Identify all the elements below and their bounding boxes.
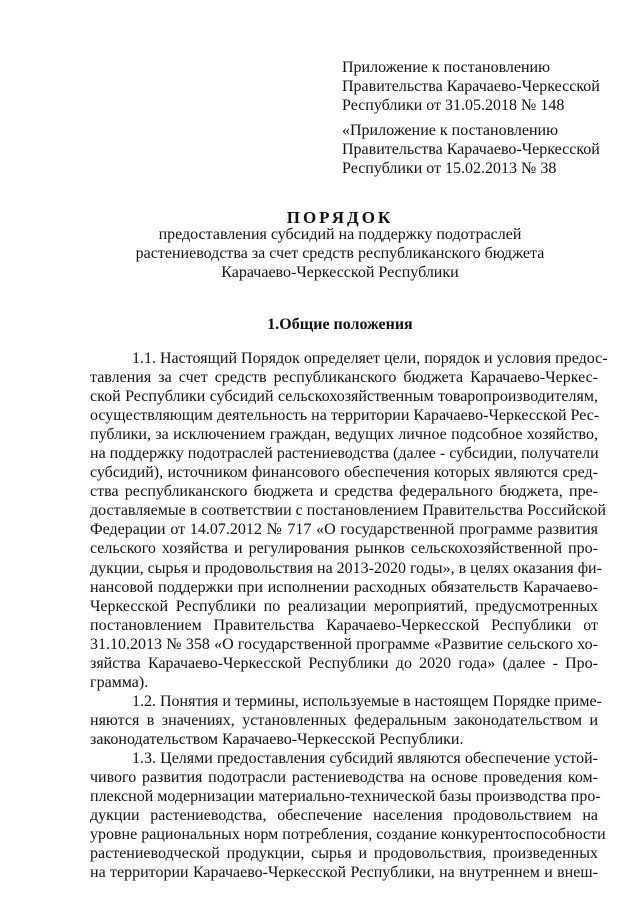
body-line: 1.2. Понятия и термины, используемые в настоящем Порядке приме- xyxy=(132,692,602,710)
appendix-current-line-3: Республики от 31.05.2018 № 148 xyxy=(342,97,565,114)
section-heading: 1.Общие положения xyxy=(267,316,413,333)
body-line: дукции растениеводства, обеспечение населения продовольствием на xyxy=(90,807,598,825)
body-line: 1.1. Настоящий Порядок определяет цели, порядок и условия предос- xyxy=(132,350,608,367)
body-line: уровне рациональных норм потребления, создание конкурентоспособности xyxy=(90,826,606,844)
document-body xyxy=(90,349,608,882)
body-line: плексной модернизации материально-технической базы производства про- xyxy=(90,788,601,806)
body-line: дукции, сырья и продовольствия на 2013-2020 годы», в целях оказания фи- xyxy=(90,559,602,577)
appendix-current xyxy=(342,58,632,115)
body-line: нансовой поддержки при исполнении расходных обязательств Карачаево- xyxy=(90,578,598,596)
body-line: законодательством Карачаево-Черкесской Республики. xyxy=(90,730,464,748)
body-line: на поддержку подотраслей растениеводства (далее - субсидии, получатели xyxy=(90,445,599,463)
body-line: 1.3. Целями предоставления субсидий являются обеспечение устой- xyxy=(132,749,598,767)
body-line: няются в значениях, установленных федеральным законодательством и xyxy=(90,711,598,729)
appendix-previous-line-2: Правительства Карачаево-Черкесской xyxy=(342,141,600,158)
appendix-current-line-2: Правительства Карачаево-Черкесской xyxy=(342,78,600,95)
body-line: Черкесской Республики по реализации мероприятий, предусмотренных xyxy=(90,597,598,615)
body-line: публики, за исключением граждан, ведущих личное подсобное хозяйство, xyxy=(90,426,598,444)
body-line: доставляемые в соответствии с постановлением Правительства Российской xyxy=(90,502,606,520)
body-line: ской Республики субсидий сельскохозяйственным товаропроизводителям, xyxy=(90,388,598,406)
appendix-previous xyxy=(342,121,632,178)
subtitle-line-3: Карачаево-Черкесской Республики xyxy=(221,264,459,281)
body-line: сельского хозяйства и регулирования рынков сельскохозяйственной про- xyxy=(90,540,598,558)
body-line: субсидий), источником финансового обеспечения которых являются сред- xyxy=(90,464,598,482)
subtitle-line-1: предоставления субсидий на поддержку подотраслей xyxy=(158,226,522,243)
appendix-previous-line-3: Республики от 15.02.2013 № 38 xyxy=(342,160,557,177)
body-line: зяйства Карачаево-Черкесской Республики до 2020 года» (далее - Про- xyxy=(90,654,598,672)
body-line: 31.10.2013 № 358 «О государственной программе «Развитие сельского хо- xyxy=(90,635,598,653)
body-line: на территории Карачаево-Черкесской Республики, на внутреннем и внеш- xyxy=(90,864,598,882)
body-line: осуществляющим деятельность на территории Карачаево-Черкесской Рес- xyxy=(90,407,600,425)
body-line: постановлением Правительства Карачаево-Черкесской Республики от xyxy=(90,616,598,634)
body-line: чивого развития подотрасли растениеводства на основе проведения ком- xyxy=(90,769,598,787)
document-title: ПОРЯДОК xyxy=(286,208,394,227)
document-subtitle xyxy=(0,225,640,282)
appendix-current-line-1: Приложение к постановлению xyxy=(342,59,551,76)
appendix-previous-line-1: «Приложение к постановлению xyxy=(342,122,559,139)
body-line: растениеводческой продукции, сырья и продовольствия, произведенных xyxy=(90,845,598,863)
body-line: Федерации от 14.07.2012 № 717 «О государственной программе развития xyxy=(90,521,598,539)
body-line: грамма). xyxy=(90,673,149,691)
body-line: ства республиканского бюджета и средства федерального бюджета, пре- xyxy=(90,483,598,501)
body-line: тавления за счет средств республиканского бюджета Карачаево-Черкес- xyxy=(90,369,598,387)
subtitle-line-2: растениеводства за счет средств республиканского бюджета xyxy=(135,245,545,262)
